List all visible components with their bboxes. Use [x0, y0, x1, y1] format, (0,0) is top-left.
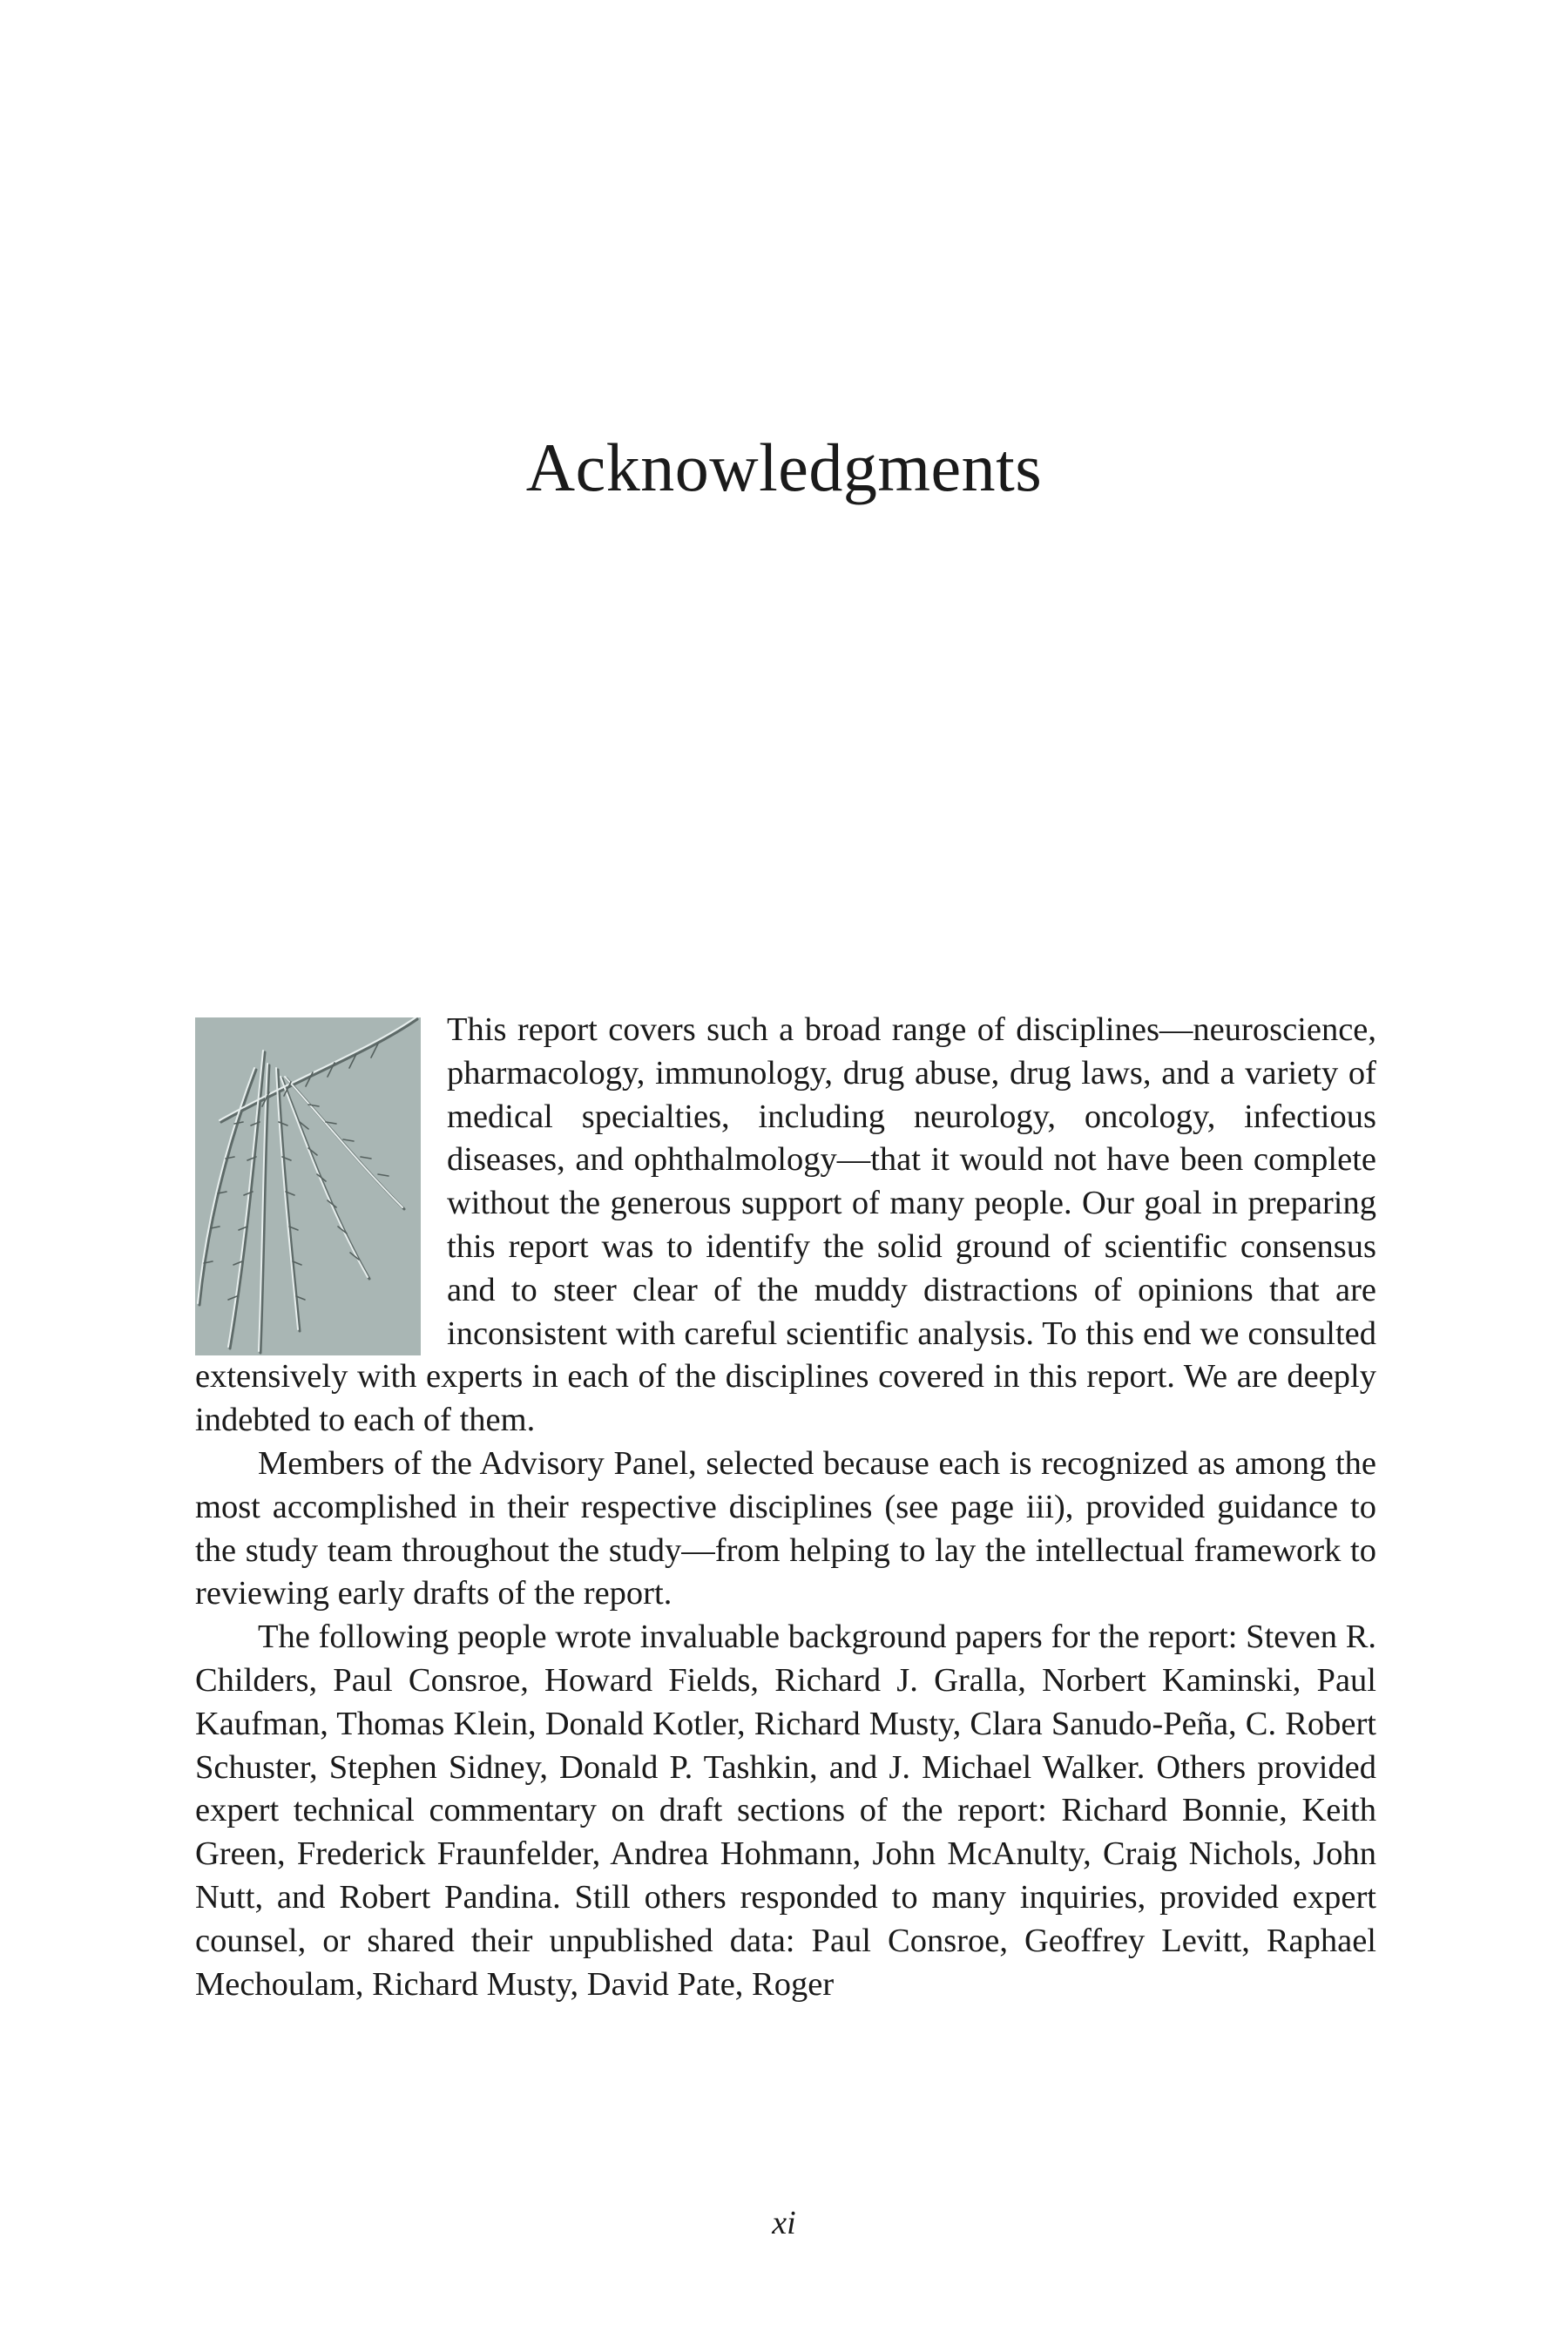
paragraph: The following people wrote invaluable background papers for the report: Steven R. Childers, Paul Consroe, Howard Fields, Richard J. Gralla, Norbert Kaminski, Paul Kaufman, Thomas Klein, Donald Kotler, Richard Musty, Clara Sanudo-Peña, C. Robert Schuster, Stephen Sidney, Donald P. Tashkin, and J. Michael Walker. Others provided expert technical commentary on draft sections of the report: Richard Bonnie, Keith Green, Frederick Fraunfelder, Andrea Hohmann, John McAnulty, Craig Nichols, John Nutt, and Robert Pandina. Still others responded to many inquiries, provided expert counsel, or shared their unpublished data: Paul Consroe, Geoffrey Levitt, Raphael Mechoulam, Richard Musty, David Pate, Roger	[195, 1619, 1376, 2003]
paragraph: Members of the Advisory Panel, selected because each is recognized as among the most accomplished in their respective disciplines (see page iii), provided guidance to the study team throughout the study—from helping to lay the intellectual framework to reviewing early drafts of the report.	[195, 1444, 1376, 1612]
cannabis-leaf-icon	[195, 1017, 421, 1355]
body-text	[195, 1009, 1376, 2006]
paragraph: This report covers such a broad range of disciplines—neuroscience, pharmacology, immunology, drug abuse, drug laws, and a variety of medical specialties, including neurology, oncology, infectious diseases, and ophthalmology—that it would not have been complete without the generous support of many people. Our goal in preparing this report was to identify the solid ground of scientific consensus and to steer clear of the muddy distractions of opinions that are inconsistent with careful scientific analysis. To this end we consulted extensively with experts in each of the disciplines covered in this report. We are deeply indebted to each of them.	[195, 1011, 1376, 1439]
page-title: Acknowledgments	[525, 429, 1043, 505]
page-number: xi	[772, 2205, 796, 2241]
